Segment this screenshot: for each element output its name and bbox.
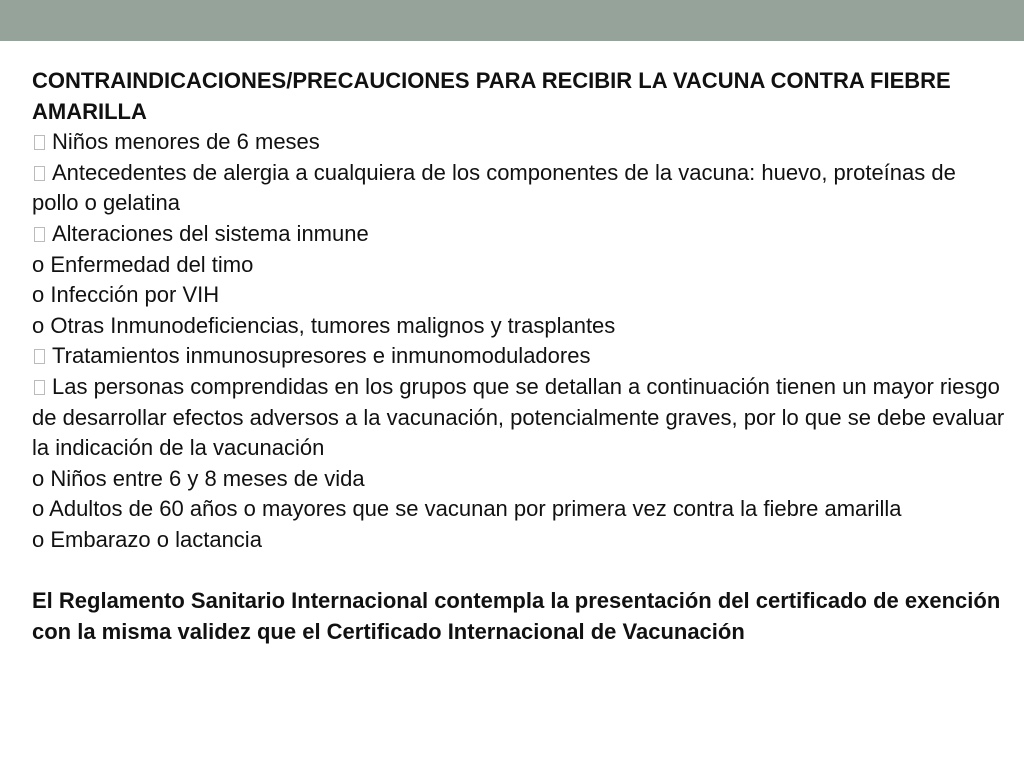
sub-list-item-text: Infección por VIH: [50, 282, 220, 308]
slide-title: CONTRAINDICACIONES/PRECAUCIONES PARA RECIBIR LA VACUNA CONTRA FIEBRE AMARILLA: [32, 68, 951, 124]
box-bullet-icon: [34, 349, 45, 364]
list-item-text: Antecedentes de alergia a cualquiera de los componentes de la vacuna: huevo, proteínas de pollo o gelatina: [32, 159, 956, 216]
list-item-text: Las personas comprendidas en los grupos que se detallan a continuación tienen un mayor riesgo de desarrollar efectos adversos a la vacunación, potencialmente graves, por lo que se debe evaluar la indicación de la vacunación: [32, 373, 1005, 461]
list-item: [32, 127, 1007, 158]
list-item-text: Alteraciones del sistema inmune: [52, 220, 369, 246]
sub-list-item: [32, 494, 1007, 525]
top-bar: [0, 0, 1024, 41]
regulation-note: El Reglamento Sanitario Internacional contempla la presentación del certificado de exención con la misma validez que el Certificado Internacional de Vacunación: [32, 588, 1001, 644]
sub-list-marker: o: [32, 312, 45, 338]
sub-list-item: [32, 311, 1007, 342]
list-item: [32, 341, 1007, 372]
box-bullet-icon: [34, 135, 45, 150]
sub-list-item: [32, 464, 1007, 495]
sub-list-item-text: Embarazo o lactancia: [50, 526, 262, 552]
sub-list-marker: o: [32, 526, 45, 552]
list-item: [32, 158, 1007, 219]
slide-content: [32, 66, 1007, 647]
sub-list-item: [32, 280, 1007, 311]
sub-list-marker: o: [32, 496, 45, 522]
sub-list-item-text: Niños entre 6 y 8 meses de vida: [50, 465, 365, 491]
sub-list-item-text: Otras Inmunodeficiencias, tumores malignos y trasplantes: [50, 312, 616, 338]
list-item: [32, 372, 1007, 464]
box-bullet-icon: [34, 227, 45, 242]
sub-list-marker: o: [32, 465, 45, 491]
sub-list-marker: o: [32, 282, 45, 308]
box-bullet-icon: [34, 166, 45, 181]
sub-list-item: [32, 250, 1007, 281]
sub-list-item-text: Adultos de 60 años o mayores que se vacunan por primera vez contra la fiebre amarilla: [49, 496, 902, 522]
sub-list-marker: o: [32, 251, 45, 277]
list-item-text: Tratamientos inmunosupresores e inmunomoduladores: [52, 343, 591, 369]
sub-list-item-text: Enfermedad del timo: [50, 251, 254, 277]
spacer: [32, 556, 1007, 587]
list-item: [32, 219, 1007, 250]
sub-list-item: [32, 525, 1007, 556]
box-bullet-icon: [34, 380, 45, 395]
list-item-text: Niños menores de 6 meses: [52, 129, 320, 155]
